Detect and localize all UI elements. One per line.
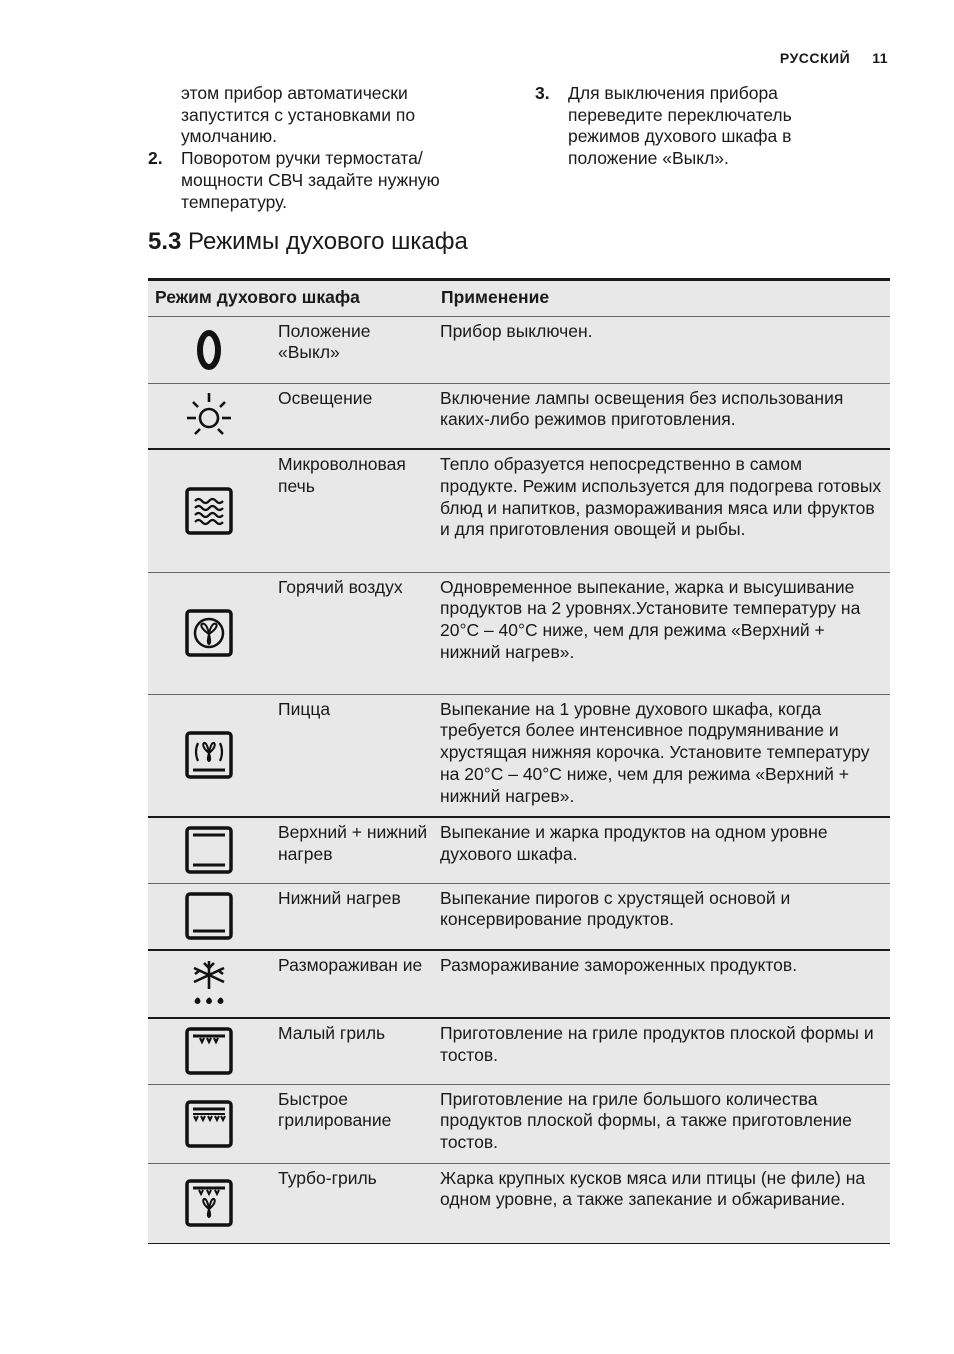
- col-header-mode: Режим духового шкафа: [148, 280, 434, 317]
- table-header-row: [148, 280, 890, 317]
- page-number: 11: [872, 50, 888, 66]
- intro-continuation: этом прибор автоматически запустится с установками по умолчанию.: [181, 83, 416, 147]
- mode-name: Малый гриль: [270, 1018, 434, 1084]
- mode-name: Пицца: [270, 694, 434, 817]
- mode-name: Верхний + нижний нагрев: [270, 817, 434, 883]
- page-header: [780, 50, 888, 66]
- intro-left-column: [148, 83, 488, 213]
- mode-name: Турбо-гриль: [270, 1163, 434, 1243]
- fan-icon: [148, 608, 270, 658]
- top-bottom-heat-icon: [148, 825, 270, 875]
- pizza-fan-icon: [148, 730, 270, 780]
- table-row: [148, 950, 890, 1018]
- step-text: Поворотом ручки термостата/ мощности СВЧ задайте нужную температуру.: [181, 148, 440, 212]
- intro-step-3: [535, 83, 855, 170]
- mode-use: Прибор выключен.: [434, 316, 890, 383]
- mode-use: Выпекание на 1 уровне духового шкафа, когда требуется более интенсивное подрумянивание и хрустящая нижняя корочка. Установите температуру на 20°C – 40°C ниже, чем для режима «Верхний + нижний нагрев».: [434, 694, 890, 817]
- defrost-icon: [148, 957, 270, 1011]
- table-row: [148, 449, 890, 572]
- small-grill-icon: [148, 1026, 270, 1076]
- mode-name: Быстрое грилирование: [270, 1084, 434, 1163]
- mode-name: Нижний нагрев: [270, 883, 434, 950]
- mode-use: Выпекание пирогов с хрустящей основой и консервирование продуктов.: [434, 883, 890, 950]
- table-row: [148, 383, 890, 449]
- table-row: [148, 883, 890, 950]
- table-row: [148, 1084, 890, 1163]
- section-heading: [148, 228, 468, 256]
- mode-use: Приготовление на гриле большого количества продуктов плоской формы, а также приготовление тостов.: [434, 1084, 890, 1163]
- mode-name: Размораживан ие: [270, 950, 434, 1018]
- section-title: Режимы духового шкафа: [188, 228, 468, 255]
- step-text: Для выключения прибора переведите переключатель режимов духового шкафа в положение «Выкл».: [568, 83, 792, 169]
- section-number: 5.3: [148, 228, 182, 255]
- intro-right-column: [535, 83, 855, 170]
- mode-name: Положение «Выкл»: [270, 316, 434, 383]
- intro-step-2: [148, 148, 488, 213]
- light-bulb-icon: [148, 390, 270, 442]
- bottom-heat-icon: [148, 891, 270, 941]
- col-header-use: Применение: [434, 280, 890, 317]
- mode-use: Одновременное выпекание, жарка и высушивание продуктов на 2 уровнях.Установите температуру на 20°C – 40°C ниже, чем для режима «Верхний + нижний нагрев».: [434, 572, 890, 694]
- mode-use: Приготовление на гриле продуктов плоской формы и тостов.: [434, 1018, 890, 1084]
- mode-name: Микроволновая печь: [270, 449, 434, 572]
- table-row: [148, 817, 890, 883]
- step-number: 2.: [148, 148, 163, 169]
- mode-use: Тепло образуется непосредственно в самом продукте. Режим используется для подогрева готовых блюд и напитков, размораживания мяса или фруктов и для приготовления овощей и рыбы.: [434, 449, 890, 572]
- mode-use: Жарка крупных кусков мяса или птицы (не филе) на одном уровне, а также запекание и обжаривание.: [434, 1163, 890, 1243]
- table-row: [148, 1018, 890, 1084]
- table-row: [148, 1163, 890, 1243]
- mode-use: Выпекание и жарка продуктов на одном уровне духового шкафа.: [434, 817, 890, 883]
- table-row: [148, 572, 890, 694]
- oven-modes-table: [148, 278, 890, 1244]
- microwave-icon: [148, 486, 270, 536]
- mode-name: Освещение: [270, 383, 434, 449]
- fast-grill-icon: [148, 1099, 270, 1149]
- mode-use: Размораживание замороженных продуктов.: [434, 950, 890, 1018]
- off-zero-icon: [148, 325, 270, 375]
- turbo-grill-icon: [148, 1178, 270, 1228]
- mode-use: Включение лампы освещения без использования каких-либо режимов приготовления.: [434, 383, 890, 449]
- table-row: [148, 694, 890, 817]
- header-language: РУССКИЙ: [779, 50, 851, 66]
- table-row: [148, 316, 890, 383]
- mode-name: Горячий воздух: [270, 572, 434, 694]
- step-number: 3.: [535, 83, 550, 103]
